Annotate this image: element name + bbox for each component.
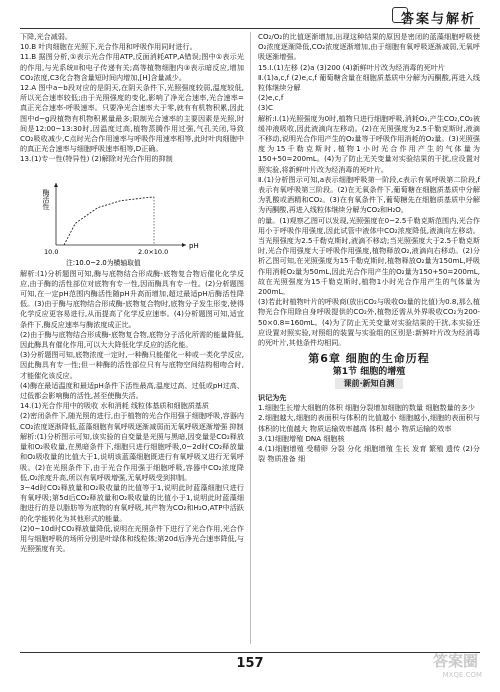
paragraph: (4)酶在最适温度和最适pH条件下活性最高,温度过高、过低或pH过高、过低都会影响酶的活性,甚至使酶失活。	[20, 380, 244, 401]
page-number: 157	[236, 656, 264, 671]
paragraph: 10.B 叶肉细胞在光照下,光合作用和呼吸作用同时进行。	[20, 42, 197, 52]
paragraph: 15.Ⅰ.(1)左移 (2)a (3)200 (4)新鲜叶片改为经消毒的死叶片	[258, 62, 445, 72]
series-line	[64, 197, 154, 245]
paragraph: 解析:(1)分析图示可知,该实验的自变量是光照与黑暗,因变量是CO₂释放量和O₂吸收量,在黑暗条件下,细胞只进行细胞呼吸,0~2d时CO₂释放量和O₂吸收量的比值大于1,说明该蓝藻细胞既进行有氧呼吸又进行无氧呼吸。(2)在光照条件下,由于光合作用强于细胞呼吸,容器中CO₂浓度降低,O₂浓度升高,所以有氧呼吸增强,无氧呼吸受到抑制。	[20, 431, 244, 482]
note-item: 2.细胞越大,细胞的表面积与体积的比值越小 细胞越小,细胞的表面积与体积的比值越大 物质运输效率越高 体积 越小 物质运输的效率	[258, 413, 480, 433]
header-title: 答案与解析	[400, 12, 476, 27]
footer-rule	[20, 652, 480, 653]
paragraph: 的量。(1)观察乙图可以发现,光照强度在0~2.5千勒克斯范围内,光合作用小于呼吸作用强度,因此试管中液体中CO₂浓度降低,液滴向左移动。当光照强度为2.5千勒克斯时,液滴不移动;当光照强度大于2.5千勒克斯时,光合作用强度大于呼吸作用强度,植物释放O₂,液滴向右移动。(2)分析乙图可知,在光照强度为15千勒克斯时,植物释放O₂量为150mL,呼吸作用消耗O₂量为50mL,因此光合作用产生的O₂量为150+50=200mL,故在光照强度为15千勒克斯时,植物1小时光合作用产生的气体量为200mL。	[258, 215, 480, 297]
section-band	[258, 379, 480, 389]
paragraph: Ⅱ.(1)a,c,f (2)e,c,f 葡萄糖含量在细胞质基质中分解为丙酮酸,再进入线粒体继续分解	[258, 72, 480, 93]
note-item: 4.(1)细胞增殖 受精卵 分裂 分化 细胞增殖 生长 发育 繁殖 遗传 (2)分裂 物质准备 细	[258, 443, 480, 464]
enzyme-ph-chart	[20, 167, 244, 267]
paragraph: (3)若此时植物叶片的呼吸商(放出CO₂与吸收O₂量的比值)为0.8,那么植物光合作用除自身呼吸提供的CO₂外,植物还需从外界吸收CO₂为200-50×0.8=160mL。(4)为了防止无关变量对实验结果的干扰,本实验还应设置对照实验,对照组的装置与实验组的区别是:新鲜叶片改为经消毒的死叶片,其他条件均相同。	[258, 297, 480, 348]
note-item: 1.细胞生长增大细胞的体积 细胞分裂增加细胞的数量 细胞数量的多少	[258, 403, 475, 413]
section-band-label: 课前·新知自测	[335, 378, 402, 389]
notes-label: 识记为先	[258, 392, 287, 402]
paragraph: 14.(1)光合作用中的吸收 水和消耗 线粒体基质和细胞质基质	[20, 401, 209, 411]
section-title: 第1节 细胞的增殖	[332, 366, 406, 377]
y-axis-label: 酶活性	[42, 188, 50, 210]
watermark-url: MXQE.COM	[442, 671, 482, 679]
x-axis-label: pH	[189, 241, 199, 250]
paragraph: (3)C	[258, 103, 274, 113]
paragraph: 12.A 图中a~b段对应的是阴天,在阴天条件下,光照强度较弱,温度较低,所以光合速率较低;由于光照强度的变化,影响了净光合速率,光合速率=真正光合速率-呼吸速率。只要净光合速率大于零,就有有机物积累,因此图中d~g段植物有机物积累量最多;限制光合速率的主要因素是光照,时间是12:00~13:30时,因温度过高,植物蒸腾作用过强,气孔关闭,导致CO₂吸收减少,C点时光合作用速率与呼吸作用速率相等,此时叶肉细胞中的真正光合速率与细胞呼吸速率相等,D正确。	[20, 83, 244, 154]
x-tick-label: 2.0×10.0	[138, 247, 169, 256]
chart-svg	[20, 167, 244, 267]
x-axis-arrow	[182, 243, 186, 247]
chart-caption: 注:10.0~2.0为横轴取值	[66, 258, 141, 267]
watermark-logo: 答案圈	[432, 652, 478, 670]
paragraph: 11.B 据图分析,①表示光合作用ATP,反面消耗ATP,A错误;图中①表示光的作用,与光系统II和电子传递有关;高等植物细胞内③表示暗反应,增加CO₂浓度,C3化合物含量短时间内增加,[H]含量减少。	[20, 52, 244, 82]
paragraph: (3)分析题图可知,底物浓度一定时,一种酶只能催化一种或一类化学反应,因此酶具有专一性;但一种酶的活性部位只有与底物空间结构相吻合时,才能催化该反应。	[20, 350, 244, 380]
column-divider	[250, 32, 251, 644]
note-item: 3.(1)细胞增殖 DNA 细胞核	[258, 433, 345, 443]
paragraph: CO₂/O₂的比值逐渐增加,出现这种结果的原因是密闭的蓝藻细胞呼吸使O₂浓度逐渐降低,CO₂浓度逐渐增加,由于细胞有氧呼吸逐渐减弱,无氧呼吸逐渐增强。	[258, 32, 480, 62]
x-tick-label: 10.0	[44, 247, 59, 256]
paragraph: (2)0~10d时CO₂释放量降低,说明在光照条件下进行了光合作用,光合作用与细胞呼吸的场所分别是叶绿体和线粒体;第20d后净光合速率降低,与光照强度有关。	[20, 523, 244, 554]
paragraph: 解析:(1)分析题图可知,酶与底物结合形成酶-底物复合物后催化化学反应,由于酶的活性部位对底物有专一性,因而酶具有专一性。(2)分析题图可知,在一定pH范围内酶活性随pH升高而增加,超过最适pH后酶活性降低。(3)由于酶与底物结合形成酶-底物复合物时,底物分子发生形变,使得化学反应更容易进行,从而提高了化学反应速率。(4)分析题图可知,适宜条件下,酶反应速率与酶浓度成正比。	[20, 268, 244, 329]
paragraph: (2)e,c,f	[258, 93, 284, 103]
paragraph: 13.(1)专一性(特异性) (2)解除对光合作用的抑制	[20, 154, 173, 164]
paragraph: (2)由于酶与底物结合形成酶-底物复合物,底物分子活化所需的能量降低,因此酶具有催化作用,可以大大降低化学反应的活化能。	[20, 329, 244, 350]
paragraph: (2)密闭条件下,随光照的进行,由于植物的光合作用强于细胞呼吸,容器内CO₂浓度逐渐降低,蓝藻细胞有氧呼吸逐渐减弱而无氧呼吸逐渐增强 抑制	[20, 411, 244, 431]
paragraph: 解析:Ⅰ.(1)光照强度为0时,植物只进行细胞呼吸,消耗O₂,产生CO₂,CO₂被缓冲液吸收,因此液滴向左移动。(2)在光照强度为2.5千勒克斯时,液滴不移动,说明光合作用产生的O₂量等于呼吸作用消耗的O₂量。(3)光照强度为15千勒克斯时,植物1小时光合作用产生的气体量为150+50=200mL。(4)为了防止无关变量对实验结果的干扰,应设置对照实验,将新鲜叶片改为经消毒的死叶片。	[258, 113, 480, 174]
paragraph: Ⅱ.(1)分析图示可知,a表示细胞呼吸第一阶段,c表示有氧呼吸第二阶段,f表示有氧呼吸第三阶段。(2)在无氧条件下,葡萄糖在细胞质基质中分解为乳酸或酒精和CO₂。(3)在有氧条件下,葡萄糖先在细胞质基质中分解为丙酮酸,再进入线粒体继续分解为CO₂和H₂O。	[258, 174, 480, 215]
chapter-title: 第6章 细胞的生命历程	[308, 352, 430, 366]
paragraph: 3~4d时CO₂释放量和O₂吸收量的比值等于1,说明此时蓝藻细胞只进行有氧呼吸;第5d后CO₂释放量和O₂吸收量的比值小于1,说明此时蓝藻细胞进行的是以脂肪等为底物的有氧呼吸,其产物为CO₂和H₂O,ATP中活跃的化学能转化为其他形式的能量。	[20, 482, 244, 523]
header-rule	[20, 28, 480, 29]
paragraph: 下降,光合减弱。	[20, 32, 72, 41]
y-axis-arrow	[54, 183, 58, 187]
left-column	[20, 32, 244, 554]
right-column	[258, 32, 480, 464]
